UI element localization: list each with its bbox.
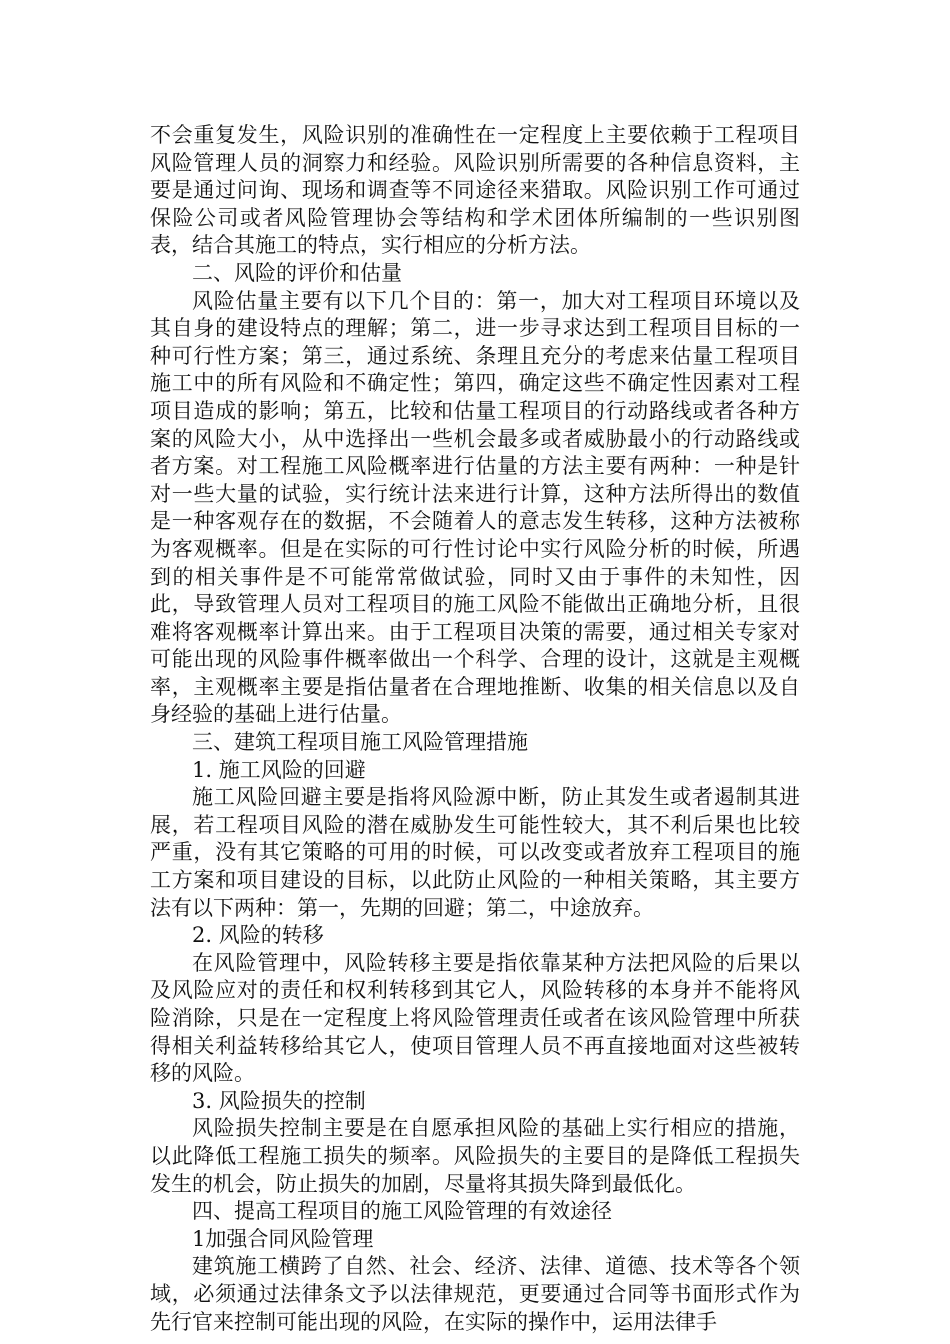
subsection-heading: 2. 风险的转移 xyxy=(192,923,324,948)
body-paragraph: 不会重复发生，风险识别的准确性在一定程度上主要依赖于工程项目风险管理人员的洞察力和经验。风险识别所需要的各种信息资料，主要是通过问询、现场和调查等不同途径来猎取。风险识别工作可通过保险公司或者风险管理协会等结构和学术团体所编制的一些识别图表，结合其施工的特点，实行相应的分析方法。 xyxy=(150,123,800,258)
document-page xyxy=(150,122,800,1336)
body-paragraph: 施工风险回避主要是指将风险源中断，防止其发生或者遏制其进展，若工程项目风险的潜在威胁发生可能性较大，其不利后果也比较严重，没有其它策略的可用的时候，可以改变或者放弃工程项目的施工方案和项目建设的目标，以此防止风险的一种相关策略，其主要方法有以下两种：第一，先期的回避；第二，中途放弃。 xyxy=(150,785,800,920)
section-heading: 二、风险的评价和估量 xyxy=(192,260,402,285)
body-paragraph: 建筑施工横跨了自然、社会、经济、法律、道德、技术等各个领域，必须通过法律条文予以法律规范，更要通过合同等书面形式作为先行官来控制可能出现的风险，在实际的操作中，运用法律手 xyxy=(150,1254,800,1334)
section-heading: 四、提高工程项目的施工风险管理的有效途径 xyxy=(192,1199,612,1224)
body-paragraph: 风险估量主要有以下几个目的：第一，加大对工程项目环境以及其自身的建设特点的理解；第二，进一步寻求达到工程项目目标的一种可行性方案；第三，通过系统、条理且充分的考虑来估量工程项目施工中的所有风险和不确定性；第四，确定这些不确定性因素对工程项目造成的影响；第五，比较和估量工程项目的行动路线或者各种方案的风险大小，从中选择出一些机会最多或者威胁最小的行动路线或者方案。对工程施工风险概率进行估量的方法主要有两种：一种是针对一些大量的试验，实行统计法来进行计算，这种方法所得出的数值是一种客观存在的数据，不会随着人的意志发生转移，这种方法被称为客观概率。但是在实际的可行性讨论中实行风险分析的时候，所遇到的相关事件是不可能常常做试验，同时又由于事件的未知性，因此，导致管理人员对工程项目的施工风险不能做出正确地分析，且很难将客观概率计算出来。由于工程项目决策的需要，通过相关专家对可能出现的风险事件概率做出一个科学、合理的设计，这就是主观概率，主观概率主要是指估量者在合理地推断、收集的相关信息以及自身经验的基础上进行估量。 xyxy=(150,288,800,727)
body-paragraph: 风险损失控制主要是在自愿承担风险的基础上实行相应的措施，以此降低工程施工损失的频率。风险损失的主要目的是降低工程损失发生的机会，防止损失的加剧，尽量将其损失降到最低化。 xyxy=(150,1116,800,1196)
section-heading: 三、建筑工程项目施工风险管理措施 xyxy=(192,730,528,755)
subsection-heading: 3. 风险损失的控制 xyxy=(192,1088,366,1113)
subsection-heading: 1. 施工风险的回避 xyxy=(192,757,366,782)
body-paragraph: 在风险管理中，风险转移主要是指依靠某种方法把风险的后果以及风险应对的责任和权利转移到其它人，风险转移的本身并不能将风险消除，只是在一定程度上将风险管理责任或者在该风险管理中所获得相关利益转移给其它人，使项目管理人员不再直接地面对这些被转移的风险。 xyxy=(150,950,800,1086)
subsection-heading: 1加强合同风险管理 xyxy=(192,1226,374,1251)
